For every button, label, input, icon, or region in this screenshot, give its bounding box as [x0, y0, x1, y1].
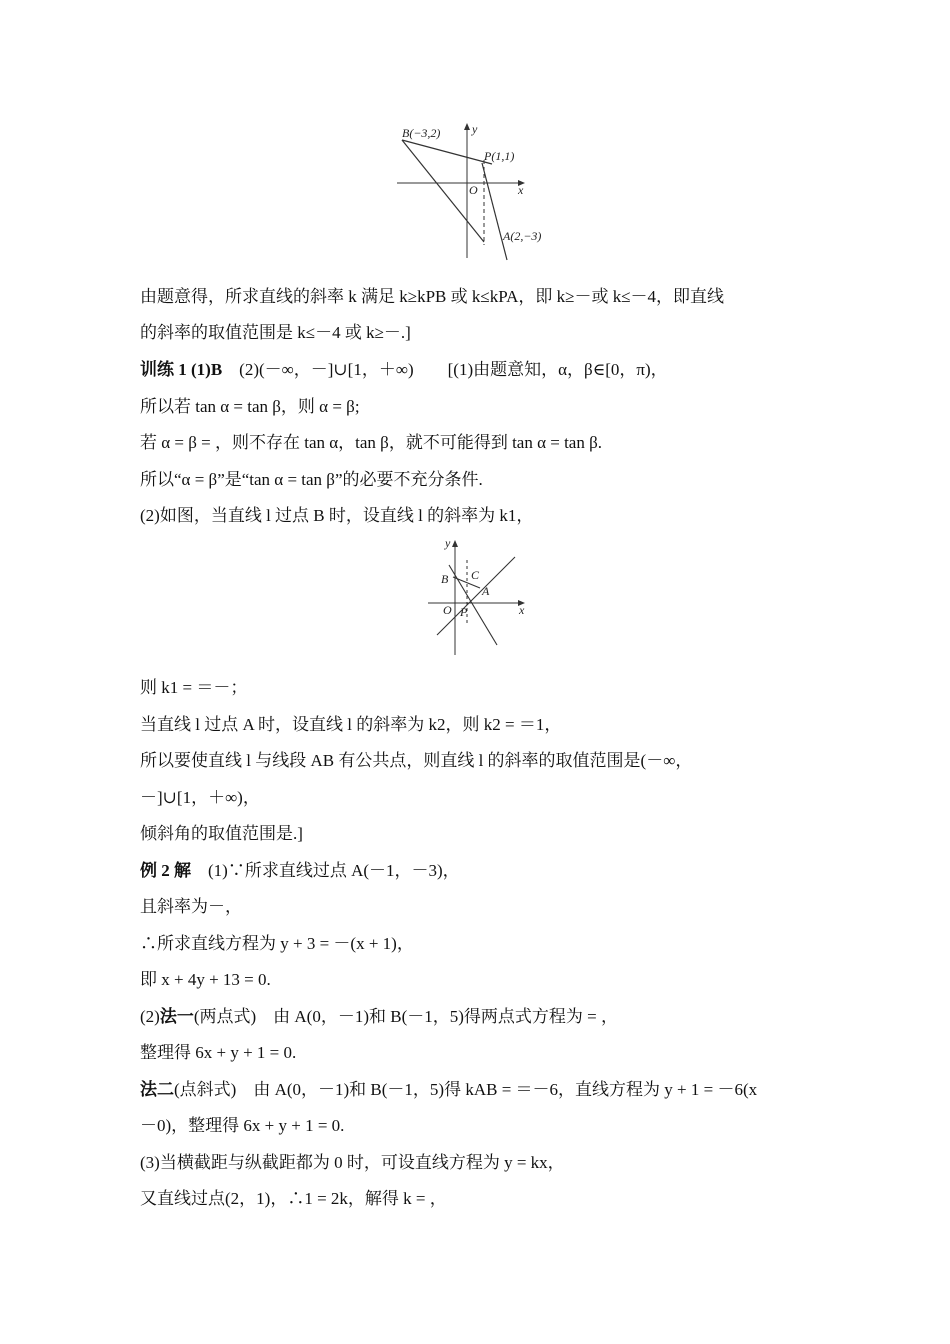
text-line-3-body: (2)(－∞，－]∪[1，＋∞) [(1)由题意知，α，β∈[0，π)，: [239, 360, 668, 379]
text-line-19-body: (点斜式) 由 A(0，－1)和 B(－1，5)得 kAB = ＝－6，直线方程为 y + 1 = －6(x: [174, 1080, 758, 1099]
fig2-label-C: C: [471, 568, 480, 582]
fig2-label-O: O: [443, 603, 452, 617]
fig2-label-x: x: [519, 603, 525, 617]
figure-1-coordinate-plot: [392, 120, 572, 265]
text-line-8: 则 k1 = ＝－；: [140, 678, 248, 697]
label-li2: 例 2 解: [140, 861, 191, 880]
fig2-label-P: P: [460, 605, 468, 619]
text-line-13: [140, 859, 820, 883]
fig1-line-PA: [482, 163, 507, 260]
text-line-10: 所以要使直线 l 与线段 AB 有公共点，则直线 l 的斜率的取值范围是(－∞，: [140, 751, 693, 770]
text-line-4: 所以若 tan α = tan β，则 α = β;: [140, 397, 360, 416]
text-line-19: [140, 1078, 820, 1102]
fig1-label-y: y: [472, 122, 478, 136]
text-line-6: 所以“α = β”是“tan α = tan β”的必要不充分条件.: [140, 470, 483, 489]
fig2-y-arrow: [452, 540, 458, 547]
figure-1-svg: [392, 120, 572, 265]
label-xunlian: 训练 1 (1)B: [140, 360, 223, 379]
text-line-11: －]∪[1，＋∞)，: [140, 788, 260, 807]
figure-2-coordinate-plot: [425, 535, 530, 660]
fig2-label-A: A: [482, 584, 490, 598]
text-line-5: 若 α = β = ，则不存在 tan α，tan β，就不可能得到 tan α = tan β.: [140, 433, 603, 452]
text-line-9: 当直线 l 过点 A 时，设直线 l 的斜率为 k2，则 k2 = ＝1，: [140, 715, 562, 734]
text-line-22: 又直线过点(2，1)，∴1 = 2k，解得 k = ，: [140, 1189, 447, 1208]
text-line-15: ∴所求直线方程为 y + 3 = －(x + 1)，: [140, 934, 414, 953]
text-line-12: 倾斜角的取值范围是.]: [140, 824, 303, 843]
text-line-14: 且斜率为－，: [140, 897, 242, 916]
fig1-label-x: x: [518, 183, 524, 197]
figure-2-svg: [425, 535, 530, 660]
fig2-label-y: y: [445, 536, 451, 550]
text-line-21: (3)当横截距与纵截距都为 0 时，可设直线方程为 y = kx，: [140, 1153, 565, 1172]
fig1-label-P: P(1,1): [484, 149, 515, 163]
fig1-label-O: O: [469, 183, 478, 197]
label-fa1: 法一: [159, 1007, 194, 1026]
fig1-label-B: B(−3,2): [402, 126, 441, 140]
text-line-20: －0)，整理得 6x + y + 1 = 0.: [140, 1116, 345, 1135]
fig1-y-arrow: [464, 123, 470, 130]
text-line-16: 即 x + 4y + 13 = 0.: [140, 970, 271, 989]
fig1-label-A: A(2,−3): [503, 229, 542, 243]
text-line-7: (2)如图，当直线 l 过点 B 时，设直线 l 的斜率为 k1，: [140, 506, 534, 525]
fig1-line-BP: [402, 140, 492, 164]
text-line-1: 由题意得，所求直线的斜率 k 满足 k≥kPB 或 k≤kPA，即 k≥－或 k≤－4，即直线: [140, 287, 725, 306]
fig2-label-B: B: [441, 572, 449, 586]
label-fa2: 法二: [140, 1080, 174, 1099]
text-line-3: [140, 358, 820, 382]
text-line-13-body: (1)∵所求直线过点 A(－1，－3)，: [208, 861, 460, 880]
text-line-18: 整理得 6x + y + 1 = 0.: [140, 1043, 297, 1062]
text-line-17-body: (两点式) 由 A(0，－1)和 B(－1，5)得两点式方程为 = ，: [193, 1007, 618, 1026]
text-line-2: 的斜率的取值范围是 k≤－4 或 k≥－.]: [140, 323, 411, 342]
text-line-17: (2)法一(两点式) 由 A(0，－1)和 B(－1，5)得两点式方程为 = ，: [140, 1007, 618, 1026]
